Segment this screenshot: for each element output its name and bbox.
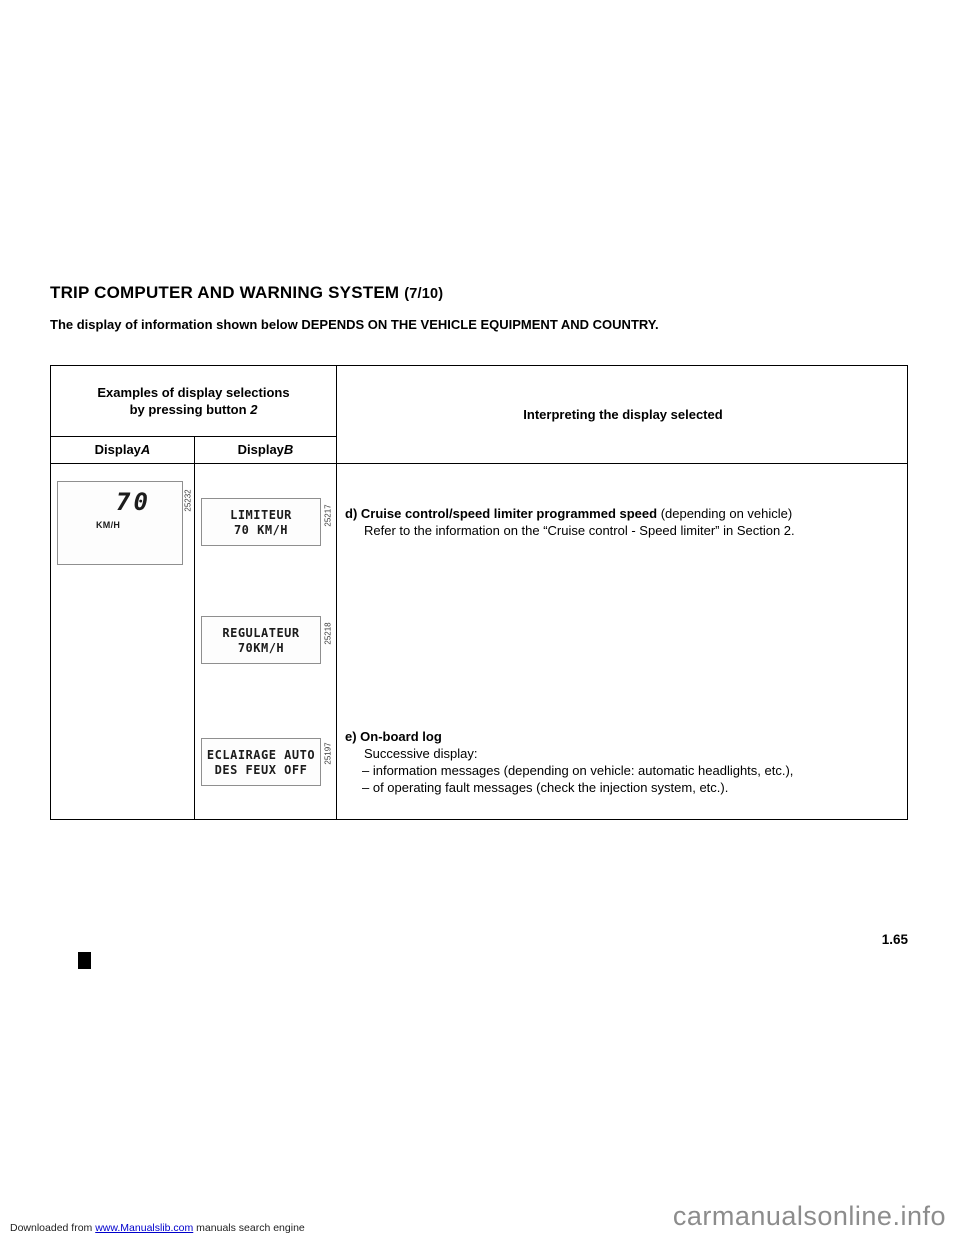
watermark: carmanualsonline.info (672, 1201, 946, 1231)
interpretation-e-line1: Successive display: (364, 746, 478, 761)
interpretation-e-item1: – information messages (depending on vehicle: automatic headlights, etc.), (362, 763, 794, 778)
print-mark (78, 952, 91, 969)
page-number: 1.65 (881, 932, 908, 947)
lcd-line2: DES FEUX OFF (214, 762, 308, 777)
display-a-letter: A (140, 442, 151, 457)
header-line1: Examples of display selections (97, 385, 290, 400)
table-header-right: Interpreting the display selected (523, 407, 723, 422)
column-header-display-b: Display B (237, 442, 294, 457)
lcd-a-speed-unit: KM/H (96, 520, 121, 530)
page-title (50, 283, 443, 303)
page-title-suffix: (7/10) (404, 286, 444, 302)
lcd-line1: LIMITEUR (230, 507, 292, 522)
button-2-ref: 2 (250, 402, 258, 417)
page-title-text: TRIP COMPUTER AND WARNING SYSTEM (50, 283, 400, 302)
photo-ref-number: 25197 (323, 742, 333, 765)
footer-note: Downloaded from www.Manualslib.com manuals search engine (10, 1222, 305, 1234)
lcd-line1: REGULATEUR (222, 625, 300, 640)
display-b-letter: B (283, 442, 294, 457)
interpretation-e (345, 728, 903, 796)
photo-ref-number: 25232 (183, 489, 193, 512)
manualslib-link[interactable]: www.Manualslib.com (95, 1222, 194, 1234)
table-header-bottom-divider (51, 463, 908, 464)
interpretation-d-line2: Refer to the information on the “Cruise control - Speed limiter” in Section 2. (364, 523, 795, 538)
lcd-display-b-onboard-log (201, 738, 321, 786)
lcd-line2: 70 KM/H (233, 522, 289, 537)
lcd-display-b-cruise (201, 616, 321, 664)
table-divider-ab (194, 436, 195, 820)
photo-ref-number: 25217 (323, 504, 333, 527)
lcd-line1: ECLAIRAGE AUTO (206, 747, 316, 762)
display-table (50, 365, 908, 820)
table-header-left (51, 366, 336, 436)
interpretation-d (345, 505, 903, 539)
page-subtitle: The display of information shown below DEPENDS ON THE VEHICLE EQUIPMENT AND COUNTRY. (50, 317, 659, 332)
interpretation-e-item2: – of operating fault messages (check the injection system, etc.). (362, 780, 729, 795)
lcd-a-speed-value: 70 (116, 488, 151, 516)
interpretation-e-title: e) On-board log (345, 729, 442, 744)
lcd-display-a (57, 481, 183, 565)
lcd-display-b-limiter (201, 498, 321, 546)
column-header-display-a: Display A (94, 442, 151, 457)
photo-ref-number: 25218 (323, 622, 333, 645)
interpretation-d-line1: d) Cruise control/speed limiter programmed speed (depending on vehicle) (345, 506, 793, 521)
header-line2: by pressing button 2 (129, 402, 258, 417)
lcd-line2: 70KM/H (237, 640, 285, 655)
